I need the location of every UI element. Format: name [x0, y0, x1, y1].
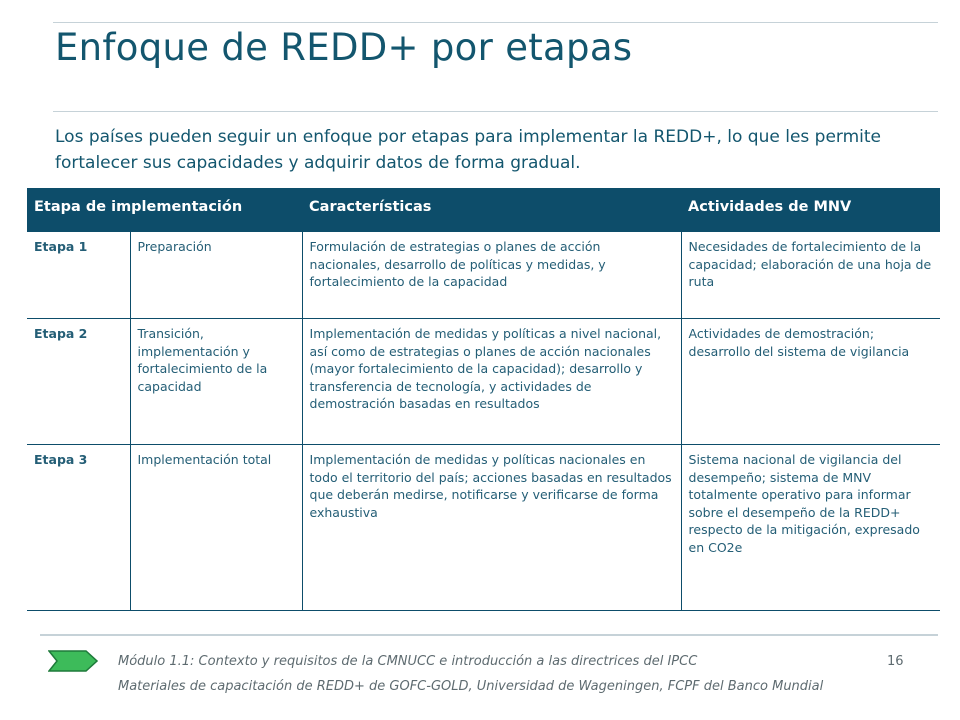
- title-rule: [53, 111, 938, 112]
- footer-credits: Materiales de capacitación de REDD+ de GOFC-GOLD, Universidad de Wageningen, FCPF del Banco Mundial: [118, 679, 824, 694]
- slide-subtitle: Los países pueden seguir un enfoque por etapas para implementar la REDD+, lo que les permite fortalecer sus capacidades y adquirir datos de forma gradual.: [55, 127, 882, 173]
- row-stage: Etapa 1: [27, 232, 130, 319]
- row-activities: Necesidades de fortalecimiento de la capacidad; elaboración de una hoja de ruta: [681, 232, 940, 319]
- row-characteristics: Formulación de estrategias o planes de acción nacionales, desarrollo de políticas y medidas, y fortalecimiento de la capacidad: [302, 232, 681, 319]
- table-row: [27, 232, 940, 319]
- page-number: 16: [887, 654, 904, 669]
- row-name: Preparación: [130, 232, 302, 319]
- footer-rule: [40, 634, 938, 636]
- header-activities: Actividades de MNV: [681, 188, 940, 232]
- header-characteristics: Características: [302, 188, 681, 232]
- row-activities: Actividades de demostración; desarrollo del sistema de vigilancia: [681, 319, 940, 445]
- table-row: [27, 445, 940, 611]
- row-activities: Sistema nacional de vigilancia del desempeño; sistema de MNV totalmente operativo para informar sobre el desempeño de la REDD+ respecto de la mitigación, expresado en CO2e: [681, 445, 940, 611]
- row-characteristics: Implementación de medidas y políticas a nivel nacional, así como de estrategias o planes de acción nacionales (mayor fortalecimiento de la capacidad); desarrollo y transferencia de tecnología, y actividades de demostración basadas en resultados: [302, 319, 681, 445]
- stages-table: [27, 188, 940, 611]
- header-stage: Etapa de implementación: [27, 188, 302, 232]
- slide-title: Enfoque de REDD+ por etapas: [55, 26, 633, 69]
- row-stage: Etapa 2: [27, 319, 130, 445]
- row-stage: Etapa 3: [27, 445, 130, 611]
- footer-module: Módulo 1.1: Contexto y requisitos de la CMNUCC e introducción a las directrices del IPCC: [118, 654, 698, 669]
- table-header-row: [27, 188, 940, 232]
- top-rule: [53, 22, 938, 23]
- green-arrow-icon: [48, 650, 98, 672]
- table-row: [27, 319, 940, 445]
- row-name: Implementación total: [130, 445, 302, 611]
- row-characteristics: Implementación de medidas y políticas nacionales en todo el territorio del país; acciones basadas en resultados que deberán medirse, notificarse y verificarse de forma exhaustiva: [302, 445, 681, 611]
- row-name: Transición, implementación y fortalecimiento de la capacidad: [130, 319, 302, 445]
